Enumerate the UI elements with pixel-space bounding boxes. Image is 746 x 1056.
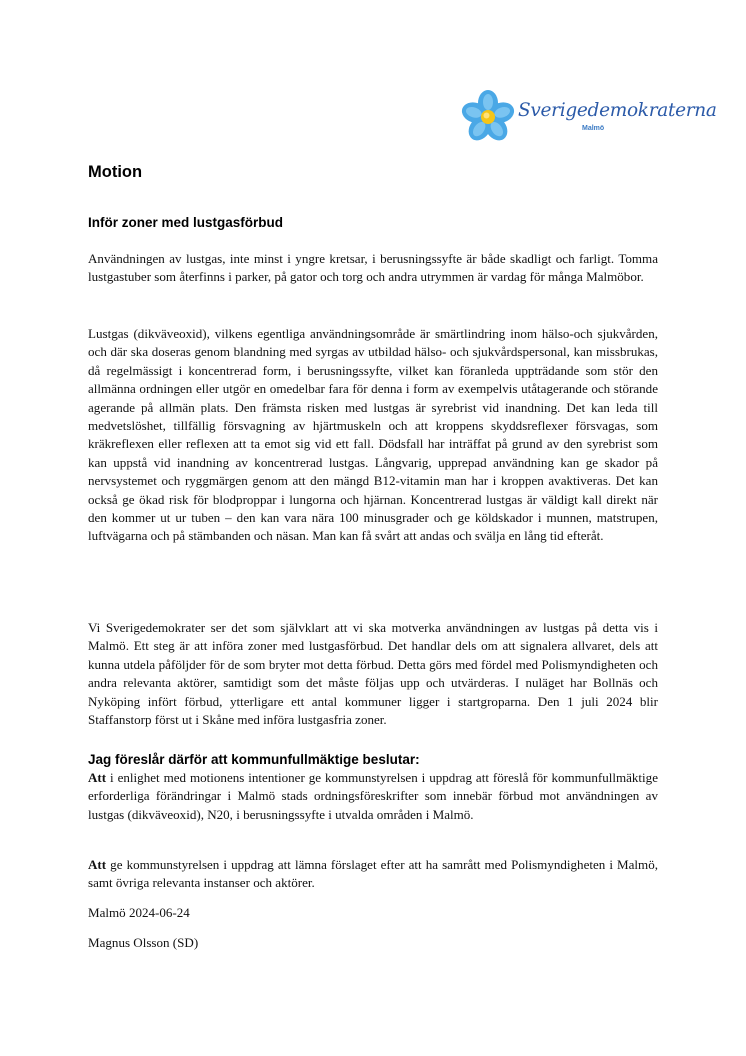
proposal-item <box>88 856 658 893</box>
proposal-lead: Att <box>88 770 107 785</box>
document-type-heading: Motion <box>88 163 143 181</box>
place-date: Malmö 2024-06-24 <box>88 905 190 920</box>
proposal-item <box>88 769 658 824</box>
proposal-text: ge kommunstyrelsen i uppdrag att lämna förslaget efter att ha samrått med Polismyndigheten i Malmö, samt övriga relevanta instanser och aktörer. <box>88 857 658 891</box>
paragraph-background: Lustgas (dikväveoxid), vilkens egentliga användningsområde är smärtlindring inom hälso-och sjukvården, och där ska doseras genom blandning med syrgas av utbildad hälso- och sjukvårdspersonal, kan missbrukas, då regelmässigt i koncentrerad form, i berusningssyfte, vilket kan föranleda uppträdande som stör den allmänna ordningen eller utgör en omedelbar fara för denna i form av exempelvis utåtagerande och störande agerande på allmän plats. Den främsta risken med lustgas är syrebrist vid inandning. Det kan leda till medvetslöshet, tillfällig försvagning av hjärtmuskeln och att kroppens skyddsreflexer försvagas, som kräkreflexen eller reflexen att ta emot sig vid ett fall. Dödsfall har inträffat på grund av den syrebrist som kan uppstå vid inandning av koncentrerad lustgas. Långvarig, upprepad användning kan ge skador på nervsystemet och ryggmärgen genom att den mängd B12-vitamin man har i kroppen avaktiveras. Det kan också ge ökad risk för blodproppar i lungorna och hjärnan. Koncentrerad lustgas är väldigt kall direkt när den kommer ut ur tuben – den kan vara nära 100 minusgrader och ge köldskador i munnen, matstrupen, luftvägarna och på stämbanden och näsan. Man kan få svårt att andas och svälja en lång tid efteråt. <box>88 326 658 544</box>
flower-icon <box>460 88 516 146</box>
logo-subtitle: Malmö <box>582 125 605 132</box>
proposal-text: i enlighet med motionens intentioner ge kommunstyrelsen i uppdrag att föreslå för kommunfullmäktige erforderliga förändringar i Malmö stads ordningsföreskrifter som innebär förbud mot användningen av lustgas (dikväveoxid), N20, i berusningssyfte i utvalda områden i Malmö. <box>88 770 658 822</box>
logo-wordmark: Sverigedemokraterna <box>518 100 717 121</box>
paragraph-intro: Användningen av lustgas, inte minst i yngre kretsar, i berusningssyfte är både skadligt och farligt. Tomma lustgastuber som återfinns i parker, på gator och torg och andra utrymmen är vardag för många Malmöbor. <box>88 251 658 285</box>
proposal-lead: Att <box>88 857 107 872</box>
paragraph-position: Vi Sverigedemokrater ser det som självklart att vi ska motverka användningen av lustgas på detta vis i Malmö. Ett steg är att införa zoner med lustgasförbud. Det handlar dels om att signalera allvaret, dels att kunna utdela påföljder för de som bryter mot detta förbud. Detta görs med fördel med Polismyndigheten och andra relevanta aktörer, samtidigt som det måste följas upp och utvärderas. I nuläget har Bollnäs och Nyköping infört förbud, ytterligare ett antal kommuner ligger i startgroparna. Den 1 juli 2024 blir Staffanstorp först ut i Skåne med införa lustgasfria zoner. <box>88 620 658 728</box>
document-title: Inför zoner med lustgasförbud <box>88 215 284 230</box>
signature: Magnus Olsson (SD) <box>88 935 199 950</box>
party-logo <box>460 88 717 146</box>
proposal-heading: Jag föreslår därför att kommunfullmäktige beslutar: <box>88 752 420 767</box>
